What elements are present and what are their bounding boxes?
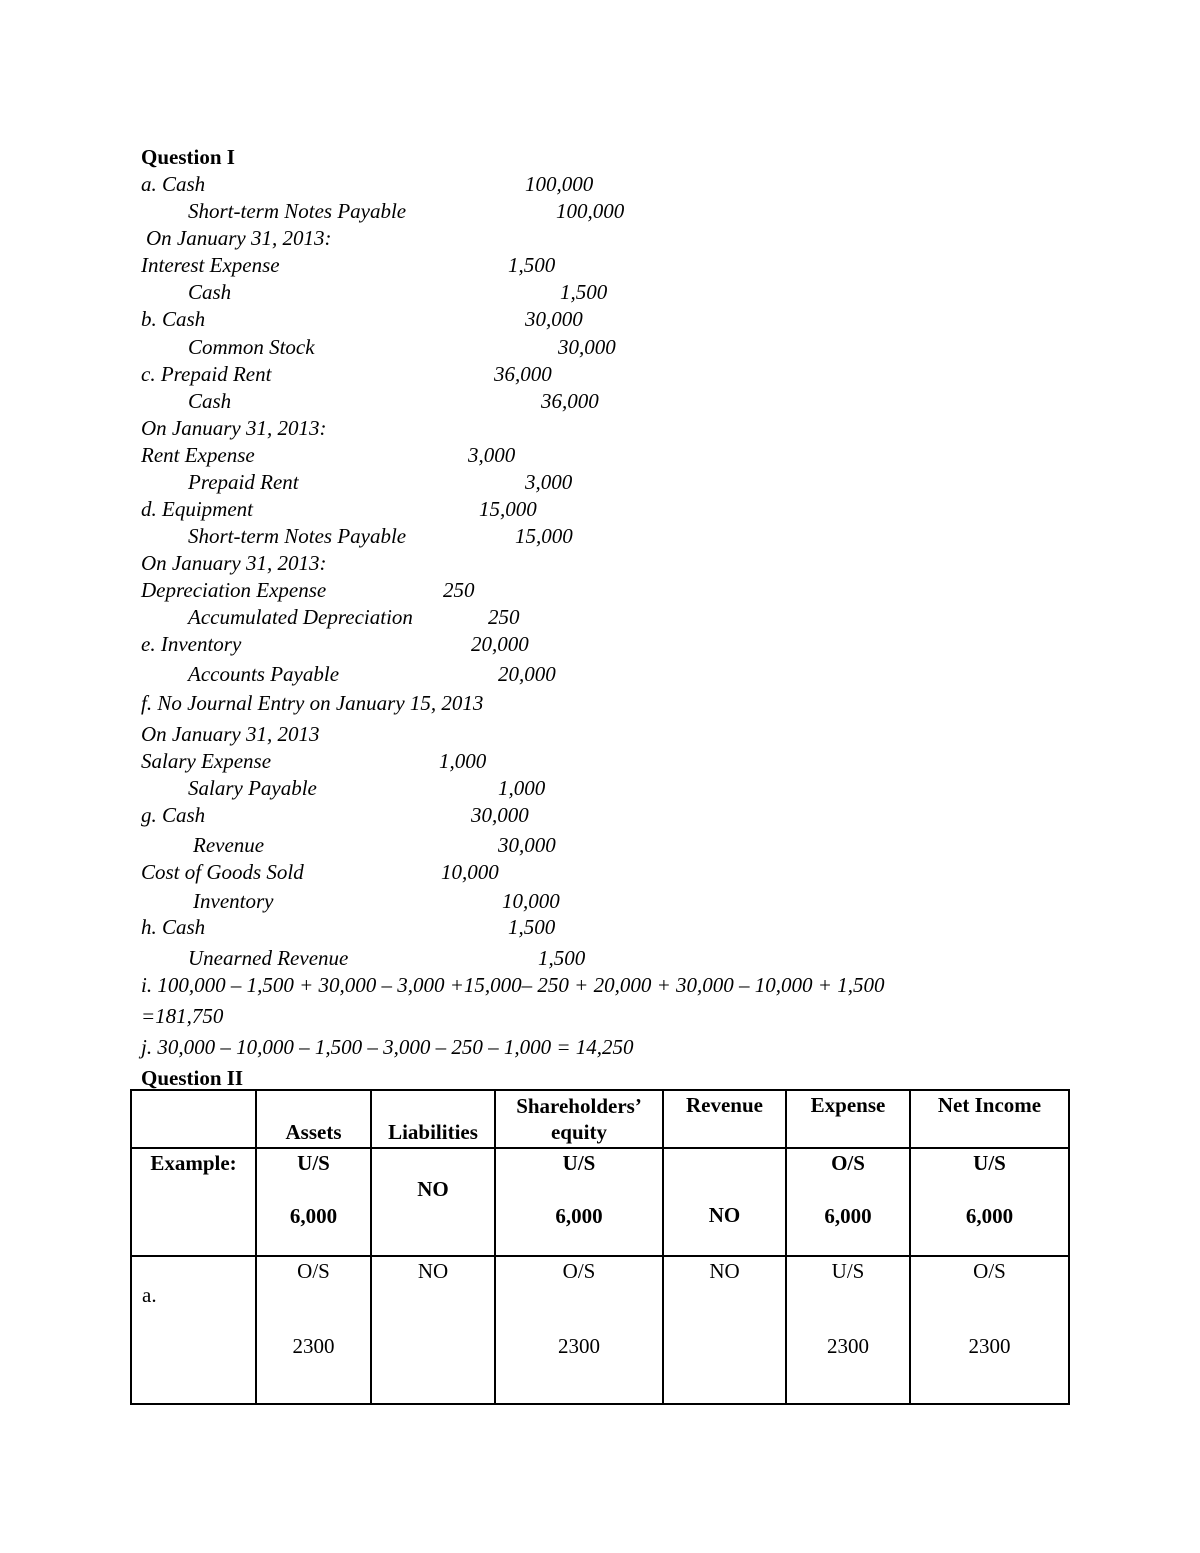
table-row [131, 1256, 1069, 1404]
header-expense: Expense [786, 1090, 910, 1148]
cell-bottom: 6,000 [965, 1204, 1014, 1228]
header-assets: Assets [256, 1090, 371, 1148]
row-label: Example: [131, 1148, 256, 1256]
header-net-income: Net Income [910, 1090, 1069, 1148]
cell-expense [786, 1148, 910, 1256]
cell-bottom: 2300 [558, 1334, 600, 1358]
header-liabilities: Liabilities [371, 1090, 495, 1148]
cell-top: O/S [831, 1151, 865, 1175]
header-revenue: Revenue [663, 1090, 786, 1148]
cell-revenue [663, 1148, 786, 1256]
table-row [131, 1148, 1069, 1256]
cell-assets [256, 1256, 371, 1404]
document-page: Question I a. Cash 100,000 Short-term Notes Payable 100,000 On January 31, 2013: Interest Expense 1,500 Cash 1,500 b. Cash 30,000 Common Stock 30,000 c. Prepaid Rent 36,000 Cash 36,000 On January 31, 2013: Rent Expense 3,000 Prepaid Rent 3,000 d. Equipment 15,000 Short-term Notes Payable 15,000 On January 31, 2013: Depreciation Expense 250 Accumulated Depreciation 250 e. Inventory 20,000 Accounts Payable 20,000 f. No Journal Entry on January 15, 2013 On January 31, 2013 Salary Expense 1,000 Salary Payable 1,000 g. Cash 30,000 Revenue 30,000 Cost of Goods Sold 10,000 Inventory 10,000 h. Cash 1,500 Unearned Revenue 1,500 i. 100,000 – 1,500 + 30,000 – 3,000 +15,000– 250 + 20,000 + 30,000 – 10,000 + 1,500 =181,750 j. 30,000 – 10,000 – 1,500 – 3,000 – 250 – 1,000 = 14,250 Question II Assets Liabilities Shareholders’ equity Revenue Expense Net Income Example: U/S 6,000 NO U/S 6,000 NO O/S 6,000 U/S 6,000 a. O/S 2300 NO O/S 2300 NO U/S 2300 O/S 2300 [0, 0, 1200, 1553]
header-equity: Shareholders’ equity [495, 1090, 663, 1148]
cell-bottom: 2300 [827, 1334, 869, 1358]
cell-bottom: NO [708, 1203, 741, 1227]
cell-bottom: 6,000 [555, 1204, 603, 1228]
cell-top: NO [709, 1259, 740, 1283]
cell-assets [256, 1148, 371, 1256]
cell-top: O/S [297, 1259, 330, 1283]
cell-net-income [910, 1256, 1069, 1404]
cell-net-income [910, 1148, 1069, 1256]
cell-bottom: 6,000 [824, 1204, 872, 1228]
question-2-heading: Question II [141, 1066, 244, 1090]
table-header-row [131, 1090, 1069, 1148]
cell-bottom: 2300 [968, 1334, 1011, 1358]
cell-top: U/S [562, 1151, 596, 1175]
cell-top: O/S [562, 1259, 596, 1283]
cell-equity [495, 1256, 663, 1404]
cell-bottom: 6,000 [289, 1204, 338, 1228]
cell-top: O/S [973, 1259, 1006, 1283]
header-blank [131, 1090, 256, 1148]
cell-top: U/S [831, 1259, 865, 1283]
error-analysis-table [130, 1089, 1070, 1405]
cell-bottom: 2300 [292, 1334, 335, 1358]
row-label: a. [131, 1256, 256, 1404]
cell-top: U/S [973, 1151, 1006, 1175]
cell-top: U/S [297, 1151, 330, 1175]
cell-revenue [663, 1256, 786, 1404]
cell-top [376, 1151, 490, 1175]
cell-liabilities [371, 1148, 495, 1256]
cell-expense [786, 1256, 910, 1404]
cell-top [668, 1151, 781, 1175]
question-1-heading: Question I [141, 145, 235, 169]
cell-liabilities [371, 1256, 495, 1404]
cell-middle: NO [417, 1177, 449, 1201]
cell-equity [495, 1148, 663, 1256]
cell-top: NO [417, 1259, 449, 1283]
